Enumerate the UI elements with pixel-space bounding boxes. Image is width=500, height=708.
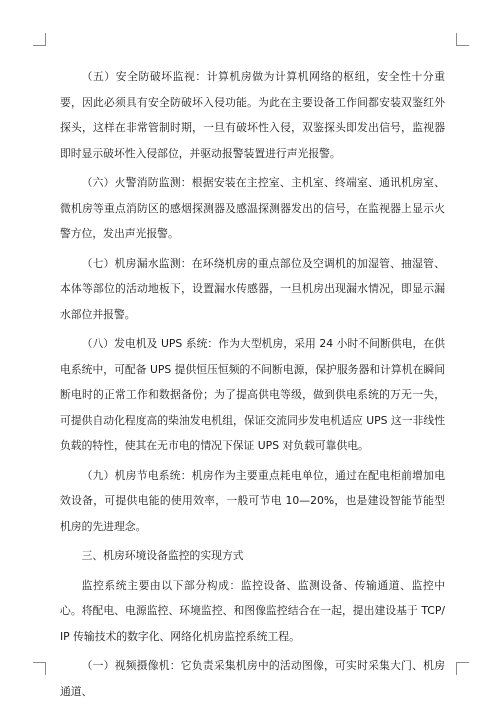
section-heading: 三、机房环境设备监控的实现方式 [81, 549, 244, 562]
paragraph-fire-monitoring: （六）火警消防监测：根据安装在主控室、主机室、终端室、通讯机房室、微机房等重点消防区的感烟探测器及感温探测器发出的信号，在监视器上显示火警方位，发出声光报警。 [60, 176, 445, 240]
crop-mark-top-right [456, 33, 469, 46]
paragraph-video-camera: （一）视频摄像机：它负责采集机房中的活动图像，可实时采集大门、机房通道、 [60, 659, 445, 698]
crop-mark-bottom-left [33, 662, 46, 675]
paragraph-generator-ups: （八）发电机及 UPS 系统：作为大型机房，采用 24 小时不间断供电，在供电系统中，可配备 UPS 提供恒压恒频的不间断电源，保护服务器和计算机在瞬间断电时的正常工作和数据备份；为了提高供电等级，做到供电系统的万无一失，可提供自动化程度高的柴油发电机组，保证交流同步发电机适应 UPS 这一非线性负载的特性，使其在无市电的情况下保证 UPS 对负载可靠供电。 [60, 337, 445, 452]
crop-mark-bottom-right [456, 662, 469, 675]
paragraph-power-saving: （九）机房节电系统：机房作为主要重点耗电单位，通过在配电柜前增加电效设备，可提供电能的使用效率，一般可节电 10—20%，也是建设智能节能型机房的先进理念。 [60, 468, 445, 533]
paragraph-security-monitoring: （五）安全防破坏监视：计算机房做为计算机网络的枢纽，安全性十分重要，因此必须具有安全防破坏入侵功能。为此在主要设备工作间都安装双鉴红外探头，这样在非常管制时期，一旦有破坏性入侵，双鉴探头即发出信号，监视器即时显示破坏性入侵部位，并驱动报警装置进行声光报警。 [60, 70, 445, 160]
crop-mark-top-left [33, 33, 46, 46]
paragraph-system-composition: 监控系统主要由以下部分构成：监控设备、监测设备、传输通道、监控中心。将配电、电源监控、环境监控、和图像监控结合在一起，提出建设基于 TCP/IP 传输技术的数字化、网络化机房监控系统工程。 [60, 578, 445, 643]
paragraph-water-leak-monitoring: （七）机房漏水监测：在环绕机房的重点部位及空调机的加湿管、抽湿管、本体等部位的活动地板下，设置漏水传感器，一旦机房出现漏水情况，即显示漏水部位并报警。 [60, 256, 445, 321]
document-body [60, 64, 445, 708]
